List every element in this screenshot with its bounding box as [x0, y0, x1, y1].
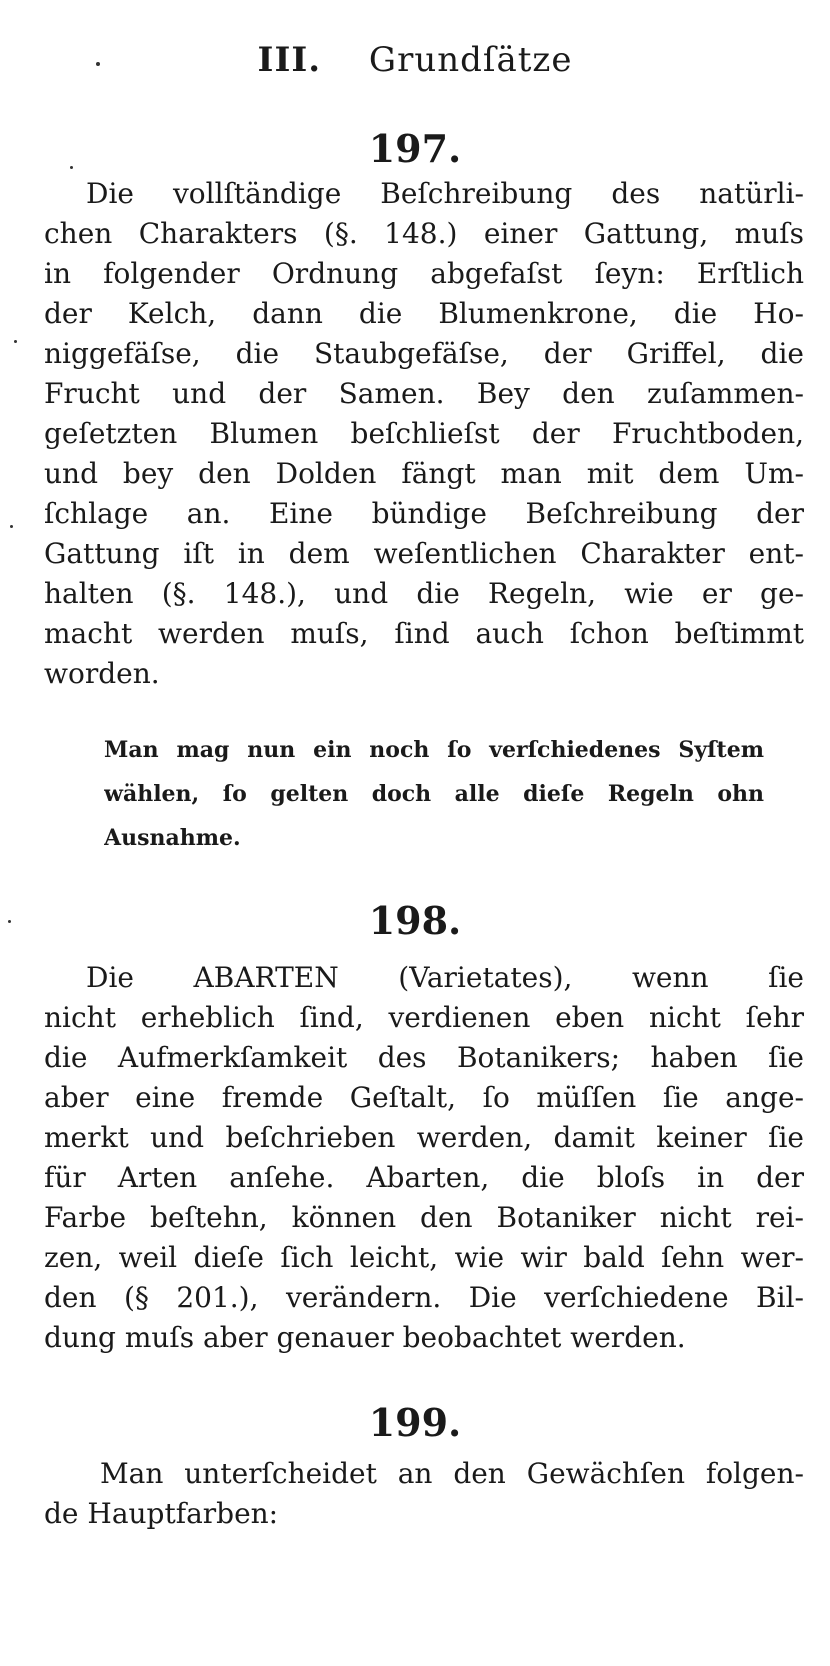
- text-line: den (§ 201.), verändern. Die verſchiedene Bil-: [44, 1281, 804, 1314]
- text-line: niggefäſse, die Staubgefäſse, der Griffel, die: [44, 337, 804, 370]
- note-line: Man mag nun ein noch ſo verſchiedenes Syſtem: [104, 737, 764, 763]
- text-line: der Kelch, dann die Blumenkrone, die Ho-: [44, 297, 804, 330]
- text-line: macht werden muſs, ſind auch ſchon beſtimmt: [44, 617, 804, 650]
- text-line: und bey den Dolden fängt man mit dem Um-: [44, 457, 804, 490]
- ink-speck: [70, 166, 73, 169]
- section-198-paragraph: [44, 958, 804, 1358]
- text-line: Man unterſcheidet an den Gewächſen folgen-: [100, 1457, 804, 1490]
- section-199-paragraph: [44, 1454, 804, 1534]
- ink-speck: [10, 525, 13, 528]
- section-number-197: 197.: [368, 126, 462, 171]
- text-line: halten (§. 148.), und die Regeln, wie er ge-: [44, 577, 804, 610]
- running-head: [0, 40, 830, 80]
- text-line: Die ABARTEN (Varietates), wenn ſie: [86, 961, 804, 994]
- text-line: Gattung iſt in dem weſentlichen Charakter ent-: [44, 537, 804, 570]
- section-197-note: [104, 728, 764, 860]
- text-line: merkt und beſchrieben werden, damit keiner ſie: [44, 1121, 804, 1154]
- note-line: Ausnahme.: [104, 825, 241, 851]
- text-line: Farbe beſtehn, können den Botaniker nicht rei-: [44, 1201, 804, 1234]
- text-line: zen, weil dieſe ſich leicht, wie wir bald ſehn wer-: [44, 1241, 804, 1274]
- text-line: worden.: [44, 657, 160, 690]
- note-line: wählen, ſo gelten doch alle dieſe Regeln ohn: [104, 781, 764, 807]
- ink-speck: [14, 340, 17, 343]
- text-line: de Hauptfarben:: [44, 1497, 279, 1530]
- text-line: geſetzten Blumen beſchlieſst der Fruchtboden,: [44, 417, 804, 450]
- text-line: dung muſs aber genauer beobachtet werden.: [44, 1321, 686, 1354]
- text-line: Die vollſtändige Beſchreibung des natürli-: [86, 177, 804, 210]
- section-197-paragraph: [44, 174, 804, 694]
- chapter-number: III.: [257, 40, 322, 80]
- text-line: für Arten anſehe. Abarten, die bloſs in der: [44, 1161, 804, 1194]
- chapter-title: Grundſätze: [368, 40, 573, 80]
- text-line: Frucht und der Samen. Bey den zuſammen-: [44, 377, 804, 410]
- ink-speck: [8, 920, 11, 923]
- text-line: ſchlage an. Eine bündige Beſchreibung der: [44, 497, 804, 530]
- text-line: chen Charakters (§. 148.) einer Gattung, muſs: [44, 217, 804, 250]
- text-line: nicht erheblich ſind, verdienen eben nicht ſehr: [44, 1001, 804, 1034]
- text-line: aber eine fremde Geſtalt, ſo müſſen ſie ange-: [44, 1081, 804, 1114]
- ink-speck: [96, 62, 100, 66]
- section-number-198: 198.: [368, 898, 462, 943]
- text-line: die Aufmerkſamkeit des Botanikers; haben ſie: [44, 1041, 804, 1074]
- text-line: in folgender Ordnung abgefaſst ſeyn: Erſtlich: [44, 257, 804, 290]
- section-number-199: 199.: [368, 1400, 462, 1445]
